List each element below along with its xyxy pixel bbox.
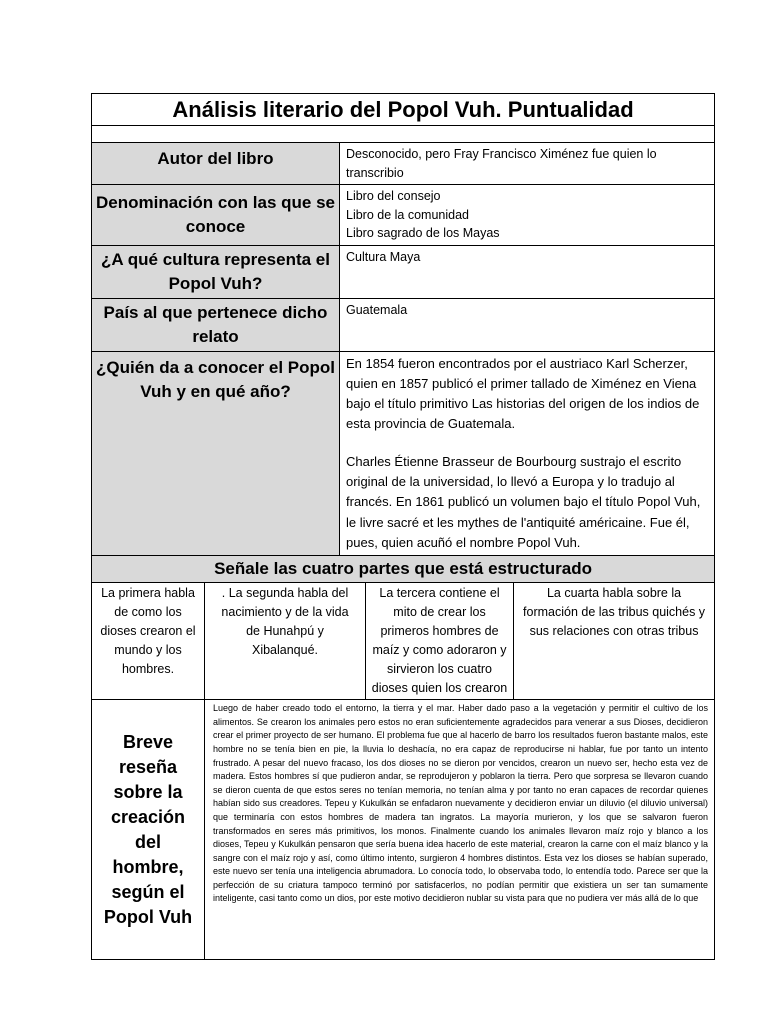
summary-cell — [205, 700, 715, 960]
summary-text: Luego de haber creado todo el entorno, la tierra y el mar. Haber dado paso a la vegetación y permitir el cultivo de los alimentos. Se crearon los animales pero estos no eran suficientemente agradecidos para venerar a sus Dioses, decidieron crear el primer proyecto de ser humano. El problema fue que al hacerlo de barro los resultados fueron bastante malos, este hombre no se tenía bien en pie, la lluvia lo deshacía, no era capaz de reproducirse ni hablar, fue por tanto un intento frustrado. A pesar del nuevo fracaso, los dos dioses no se dieron por vencidos, crearon un nuevo ser, hecho esta vez de madera. Estos hombres sí que pudieron andar, se reprodujeron y poblaron la tierra. Pero que sorpresa se llevaron cuando se dieron cuenta de que estos seres no tenían memoria, no tenían alma y por tanto no eran capaces de recordar quienes habían sido sus creadores. Tepeu y Kukulkán se enfadaron nuevamente y decidieron enviar un diluvio (el diluvio universal) que terminaría con estos hombres de madera tan ingratos. La mayoría murieron, y los que se salvaron fueron transformados en seres más primitivos, los monos. Finalmente cuando los animales llevaron maíz rojo y blanco a los dioses, Tepeu y Kukulkán pensaron que sería buena idea hacerlo de este material, crearon la carne con el maíz blanco y la sangre con el maíz rojo y así, como último intento, surgieron 4 hombres distintos. Esta vez los dioses se habían superado, este nuevo ser tenía una inteligencia abrumadora. Lo conocía todo, lo observaba todo, lo entendía todo. Parece ser que la perfección de su criatura tampoco terminó por satisfacerlos, no podían permitir que existiera un ser tan sumamente inteligente, casi tanto como un dios, por este motivo decidieron nublar su vista para que no pudiera ver más allá de lo que — [213, 703, 709, 904]
section-heading: Señale las cuatro partes que está estructurado — [92, 556, 715, 583]
answer-culture-line: Cultura Maya — [346, 249, 421, 264]
answer-author — [340, 143, 715, 185]
part-cell: . La segunda habla del nacimiento y de la vida de Hunahpú y Xibalanqué. — [205, 583, 366, 700]
part-cell: La tercera contiene el mito de crear los primeros hombres de maíz y como adoraron y sirvieron los cuatro dioses quien los crearon — [366, 583, 514, 700]
answer-country-line: Guatemala — [346, 302, 408, 317]
part-cell: La primera habla de como los dioses crearon el mundo y los hombres. — [92, 583, 205, 700]
document-title: Análisis literario del Popol Vuh. Puntualidad — [92, 94, 715, 126]
answer-discovery-paragraph: Charles Étienne Brasseur de Bourbourg sustrajo el escrito original de la universidad, lo llevó a Europa y lo tradujo al francés. En 1861 publicó un volumen bajo el título Popol Vuh, le livre sacré et les mythes de l'antiquité américaine. Fue él, pues, quien acuñó el nombre Popol Vuh. — [346, 453, 701, 550]
answer-discovery-paragraph: En 1854 fueron encontrados por el austriaco Karl Scherzer, quien en 1857 publicó el primer tallado de Ximénez en Viena bajo el título primitivo Las historias del origen de los indios de esta provincia de Guatemala. — [346, 355, 700, 432]
summary-label-text: Breve reseña sobre la creación del hombre, según el Popol Vuh — [103, 731, 193, 927]
answer-names-line: Libro sagrado de los Mayas — [346, 226, 500, 240]
spacer-row — [92, 126, 715, 143]
summary-label — [92, 700, 205, 960]
question-culture: ¿A qué cultura representa el Popol Vuh? — [92, 245, 340, 298]
answer-names — [340, 185, 715, 246]
question-country: País al que pertenece dicho relato — [92, 298, 340, 351]
document-table — [91, 93, 714, 960]
question-discovery: ¿Quién da a conocer el Popol Vuh y en qué año? — [92, 351, 340, 556]
answer-discovery — [340, 351, 715, 556]
answer-names-line: Libro del consejo — [346, 189, 441, 203]
question-names: Denominación con las que se conoce — [92, 185, 340, 246]
part-cell: La cuarta habla sobre la formación de las tribus quichés y sus relaciones con otras tribus — [514, 583, 715, 700]
answer-author-line: Desconocido, pero Fray Francisco Ximénez fue quien lo transcribio — [346, 147, 657, 180]
question-author: Autor del libro — [92, 143, 340, 185]
answer-names-line: Libro de la comunidad — [346, 207, 469, 222]
answer-culture — [340, 245, 715, 298]
answer-country — [340, 298, 715, 351]
